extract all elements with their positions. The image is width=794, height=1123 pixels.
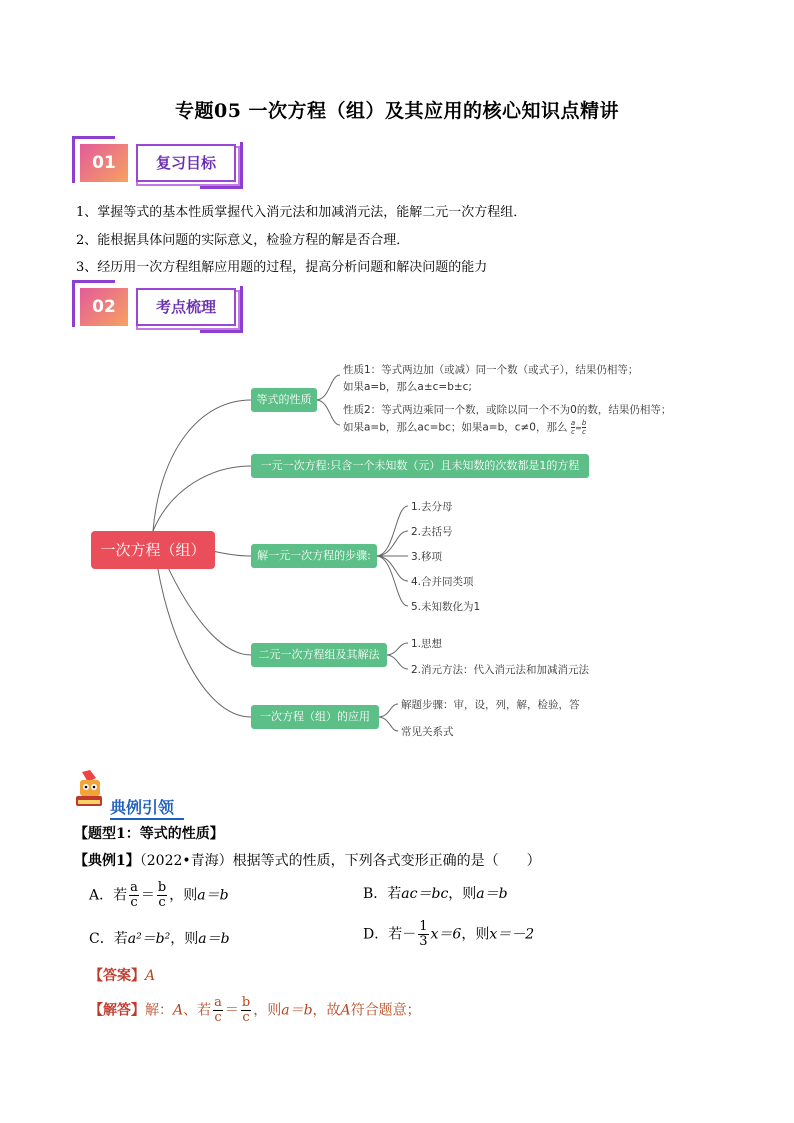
example-section-header: 典例引领 [110,795,184,820]
leaf-step-3: 3.移项 [411,551,443,563]
question-type-1: 【题型1：等式的性质】 [74,826,224,842]
objective-1: 1、掌握等式的基本性质掌握代入消元法和加减消元法，能解二元一次方程组． [76,205,527,220]
node-system-of-equations: 二元一次方程组及其解法 [251,643,387,667]
pencil-mascot-icon [72,770,108,810]
section-number: 01 [80,144,128,182]
node-solving-steps: 解一元一次方程的步骤: [251,544,377,568]
page-title: 专题05 一次方程（组）及其应用的核心知识点精讲 [174,100,620,122]
option-d: D．若－ $\frac{1}{3}$ x＝6，则x＝－2 [363,919,535,949]
objective-2: 2、能根据具体问题的实际意义，检验方程的解是否合理． [76,233,410,248]
answer-line: 【答案】A [89,968,156,984]
leaf-property-1: 性质1：等式两边加（或减）同一个数（或式子），结果仍相等； [343,364,639,376]
option-b: B．若ac＝bc，则a＝b [363,886,508,902]
leaf-step-4: 4.合并同类项 [411,576,474,588]
section-label: 复习目标 [136,144,236,182]
leaf-step-5: 5.未知数化为1 [411,601,481,613]
option-c: C．若a²＝b²，则a＝b [89,931,230,947]
section-label: 考点梳理 [136,288,236,326]
objective-3: 3、经历用一次方程组解应用题的过程，提高分析问题和解决问题的能力 [76,260,488,275]
section-number: 02 [80,288,128,326]
leaf-property-1-example: 如果a=b，那么a±c=b±c; [343,381,472,393]
section-heading-02 [72,280,252,338]
section-heading-01 [72,136,252,194]
example-1-stem: 【典例1】（2022•青海）根据等式的性质，下列各式变形正确的是（ ） [74,853,541,869]
leaf-idea: 1.思想 [411,638,443,650]
leaf-step-1: 1.去分母 [411,501,453,513]
leaf-step-2: 2.去括号 [411,526,453,538]
leaf-elimination-methods: 2.消元方法：代入消元法和加减消元法 [411,664,590,676]
mindmap-root: 一次方程（组） [91,531,215,569]
node-application: 一次方程（组）的应用 [251,705,379,729]
leaf-problem-steps: 解题步骤：审，设，列，解，检验，答 [401,699,580,711]
leaf-common-relations: 常见关系式 [401,726,454,738]
option-a: A．若 $\frac{a}{c}$ ＝ $\frac{b}{c}$ ，则a＝b [89,880,229,910]
node-equation-properties: 等式的性质 [251,388,317,412]
solution-line: 【解答】解：A、若 $\frac{a}{c}$ ＝ $\frac{b}{c}$ ，则a＝b，故A符合题意； [89,995,421,1025]
node-linear-equation-definition: 一元一次方程:只含一个未知数（元）且未知数的次数都是1的方程 [251,454,589,478]
leaf-property-2: 性质2：等式两边乘同一个数，或除以同一个不为0的数，结果仍相等； [343,404,672,416]
leaf-property-2-example: 如果a=b，那么ac=bc；如果a=b，c≠0，那么 $\frac{a}{c}$ = $\frac{b}{c}$ [343,419,587,436]
